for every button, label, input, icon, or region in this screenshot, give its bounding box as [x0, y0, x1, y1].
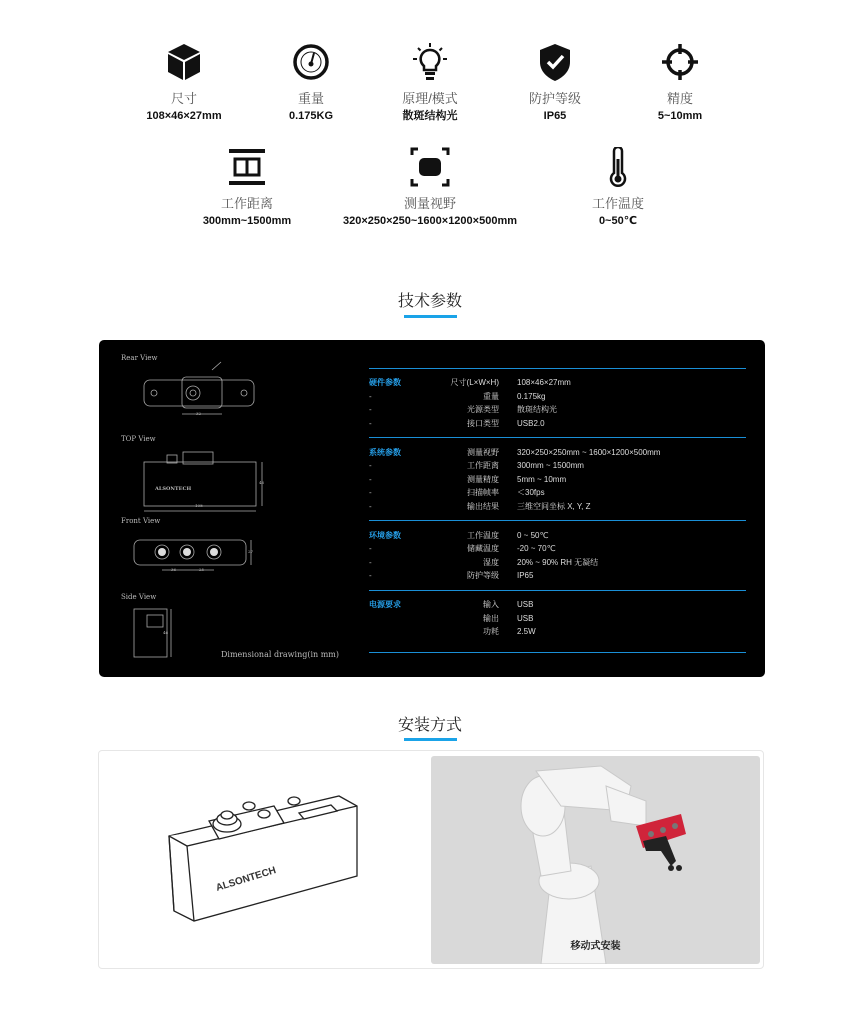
install-section-underline: [404, 738, 457, 741]
crosshair-icon: [580, 40, 780, 84]
param-group-power: [369, 591, 746, 646]
tech-section-underline: [404, 315, 457, 318]
field-of-view-icon: [330, 145, 530, 189]
rear-view-label: Rear View: [121, 354, 158, 362]
param-row: - 测量精度 5mm ~ 10mm: [369, 474, 567, 484]
param-table: [369, 368, 746, 653]
dimensional-drawing: Rear View TOP View Front View Side View 32 108 46 36 25 27 46 ALSONTECH Dimensional drawing(in mm): [99, 340, 359, 677]
camera-brand-text: ALSONTECH: [214, 865, 278, 894]
install-section-title: 安装方式: [397, 717, 462, 734]
param-row: - 光源类型 散斑结构光: [369, 405, 557, 415]
front-view-label: Front View: [121, 517, 161, 525]
spec-working-distance: 工作距离 300mm~1500mm: [147, 145, 347, 228]
thermometer-icon: [518, 145, 718, 189]
spec-size: 尺寸 108×46×27mm: [84, 40, 284, 123]
param-row: - 储藏温度 -20 ~ 70℃: [369, 544, 556, 554]
param-row: - 重量 0.175kg: [369, 391, 546, 401]
param-row: 电源要求 输入 USB: [369, 600, 534, 610]
param-row: - 输出结果 三维空间坐标 X, Y, Z: [369, 502, 591, 512]
param-row: 功耗 2.5W: [483, 627, 536, 637]
tech-params-panel: [99, 340, 765, 677]
drawing-lines: [99, 340, 359, 677]
spec-fov: 测量视野 320×250×250~1600×1200×500mm: [330, 145, 530, 228]
distance-icon: [147, 145, 347, 189]
spec-working-temp: 工作温度 0~50℃: [518, 145, 718, 228]
spec-principle: 原理/模式 散斑结构光: [330, 40, 530, 123]
param-row: - 工作距离 300mm ~ 1500mm: [369, 461, 584, 471]
param-row: - 接口类型 USB2.0: [369, 419, 545, 429]
robot-mount-image: [431, 756, 760, 964]
spec-protection: 防护等级 IP65: [455, 40, 655, 123]
install-panel: [98, 750, 764, 969]
param-row: 系统参数 测量视野 320×250×250mm ~ 1600×1200×500mm: [369, 447, 661, 457]
camera-line-drawing: [99, 751, 429, 968]
spec-weight: 重量 0.175KG: [211, 40, 411, 123]
param-row: 硬件参数 尺寸(L×W×H) 108×46×27mm: [369, 378, 571, 388]
drawing-caption: Dimensional drawing(in mm): [221, 650, 340, 659]
spec-accuracy: 精度 5~10mm: [580, 40, 780, 123]
param-row: 输出 USB: [483, 613, 534, 623]
param-group-system: [369, 438, 746, 520]
param-row: 环境参数 工作温度 0 ~ 50℃: [369, 530, 549, 540]
param-group-environment: [369, 521, 746, 589]
param-row: - 防护等级 IP65: [369, 571, 534, 581]
param-row: - 扫描帧率 ＜30fps: [369, 488, 545, 498]
divider: [369, 652, 746, 653]
mobile-install-caption: 移动式安装: [570, 941, 621, 952]
tech-section-title: 技术参数: [397, 293, 462, 310]
param-row: - 湿度 20% ~ 90% RH 无凝结: [369, 557, 599, 567]
param-group-hardware: [369, 369, 746, 437]
side-view-label: Side View: [121, 593, 157, 601]
top-view-label: TOP View: [121, 435, 156, 443]
